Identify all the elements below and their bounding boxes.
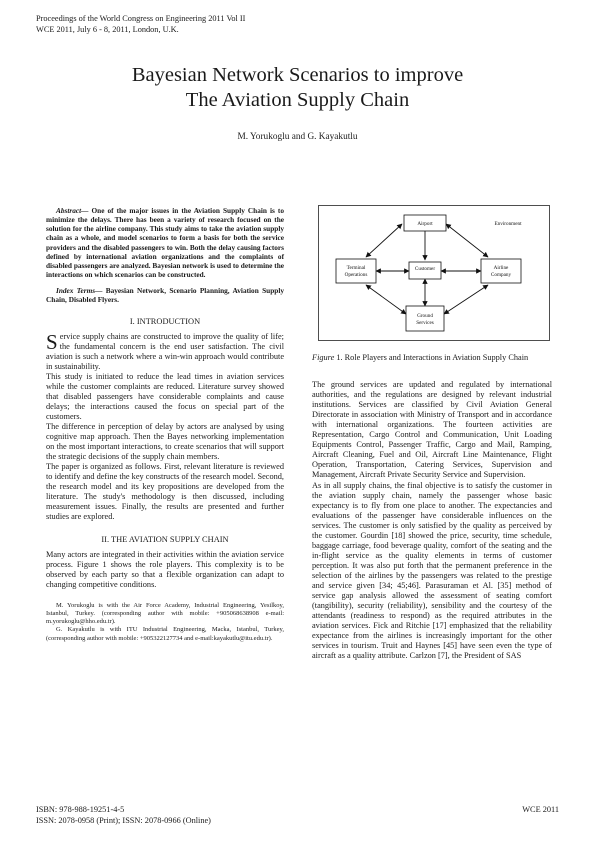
abstract-text: One of the major issues in the Aviation Supply Chain is to minimize the delays. There has been a variety of research focused on the solution for the airline company. This study aims to take the aviation supply chain as a whole, and model scenarios to form a basis for both the service providers and the disabled passengers to win. Both the delay causing factors defined by international aviation organizations and the complaints of disabled passengers are analyzed. Bayesian network is used to determine the interactions on which scenarios can be constructed. [46,206,284,280]
footer-issn: ISSN: 2078-0958 (Print); ISSN: 2078-0966 (Online) [36,816,211,825]
index-terms [46,286,284,304]
edge-airline-ground [444,285,488,314]
node-airline-label-2: Company [490,272,512,278]
edge-terminal-ground [366,285,406,314]
node-customer-label: Customer [414,266,436,272]
footnote-1: M. Yorukoglu is with the Air Force Academy, Industrial Engineering, Yesilkoy, Istanbul, Turkey. (corresponding author with mobile: +905068638908 e-mail: m.yorukoglu@hho.edu.tr). [46,601,284,626]
footer-isbn: ISBN: 978-988-19251-4-5 [36,805,125,814]
drop-cap: S [46,329,58,354]
abstract [46,206,284,279]
node-terminal-operations [336,259,376,283]
node-airport-label: Airport [417,221,433,227]
index-terms-label: Index Terms— [56,286,103,296]
title-line-1: Bayesian Network Scenarios to improve [131,64,464,86]
node-airline-label-1: Airline [493,265,509,271]
customer-quality-paragraph: As in all supply chains, the final objective is to satisfy the customer in the aviation supply chain, namely the passenger whose basic expectancy is to fly from one place to another. The expectancies and evaluations of the passenger have considerable influences on the services. The customer is only satisfied by the quality as perceived by the customer. Gourdin [18] showed the price, security, time schedule, baggage carriage, food beverage quality, comfort of the seating and the in-flight service as the quality elements in terms of customer perception. It was also put forth that the permanent preference in the selection of the airlines by the passengers was related to the prestige and service given [34; 45;46]. Parasuraman et Al. [35] method of service gap analysis allowed the assessment of seating comfort (tangibility), security (reliability), sensibility and the courtesy of the attendants (readiness to respond) as the required attributes in the aviation services. Fick and Ritchie [17] emphasized that the reliability expectance from the airlines is increasingly important for the other services in tourism. Truit and Haynes [45] have seen even the type of aircraft as a quality attribute. Carlzon [7], the President of SAS [312,480,552,661]
intro-paragraph-1-text: ervice supply chains are constructed to improve the quality of life; the fundamental concern is the end user satisfaction. The civil aviation is such a network where a win-win approach would contribute in sustainability. [46,331,284,371]
paper-title [0,63,595,113]
footer-isbn-block [36,804,211,826]
edge-airport-airline [446,224,488,257]
authors: M. Yorukoglu and G. Kayakutlu [237,132,358,142]
edge-airport-terminal [366,224,402,257]
ground-services-paragraph: The ground services are updated and regulated by international authorities, and the regulations are designed by relevant industrial institutions. Services are classified by Civil Aviation General Directorate in association with Ministry of Transport and in accordance with international organizations. The fourteen activities are Representation, Cargo Control and Communication, Unit Loading Equipments Control, Passenger Traffic, Cargo and Mail, Ramping, Aircraft Cleaning, Fuel and Oil, Aircraft Line Maintenance, Flight Operation, Transportation, Catering Services, Supervision and Management, Aircraft Private Security Service and Supervision. [312,380,552,480]
abstract-label: Abstract— [56,206,89,215]
figure-caption [312,353,552,363]
footnotes [46,602,284,643]
intro-paragraph-2: This study is initiated to reduce the lead times in aviation services while the customer complaints are reduced. Literature survey showed that disabled passengers have considerable complaints and cause delays; the interactions caused the focus on special part of the customers. [46,371,284,421]
proceedings-header [36,13,245,35]
section-2-heading: II. THE AVIATION SUPPLY CHAIN [101,534,229,544]
left-column [46,206,284,643]
footer-wce: WCE 2011 [522,805,559,814]
index-terms-text: Bayesian Network, Scenario Planning, Aviation Supply Chain, Disabled Flyers. [46,286,284,305]
figure-caption-label: Figure [312,353,335,362]
node-terminal-label-2: Operations [344,272,368,278]
node-terminal-label-1: Terminal [346,265,366,271]
aviation-paragraph-1: Many actors are integrated in their activities within the aviation service process. Figure 1 shows the role players. This complexity is to be observed by each party so that a flexible organization can adapt to changing competitive conditions. [46,549,284,589]
intro-paragraph-3: The difference in perception of delay by actors are analysed by using cognitive map approach. Then the Bayes networking implementation on the most important interactions, to create scenarios that will support the strategic decisions of the supply chain members. [46,422,284,462]
node-airline-company [481,259,521,283]
intro-paragraph-4: The paper is organized as follows. First, relevant literature is reviewed to identify and define the key constructs of the research model. Second, the research model and its key propositions are developed from the literature. The study's methodology is then discussed, including measurement issues. Finally, the results are presented and further studies are explored. [46,462,284,522]
node-ground-label-1: Ground [417,313,433,319]
header-line-2: WCE 2011, July 6 - 8, 2011, London, U.K. [36,25,179,34]
title-line-2: The Aviation Supply Chain [185,89,410,111]
node-ground-label-2: Services [416,320,434,326]
intro-paragraph-1 [46,329,284,372]
footnote-2: G. Kayakutlu is with ITU Industrial Engineering, Macka, Istanbul, Turkey, (corresponding author with mobile: +905322127734 and e-mail:kayakutlu@itu.edu.tr). [46,626,284,642]
figure-caption-text: 1. Role Players and Interactions in Aviation Supply Chain [334,353,529,362]
header-line-1: Proceedings of the World Congress on Engineering 2011 Vol II [36,14,246,23]
right-column [312,353,552,661]
section-1-heading: I. INTRODUCTION [129,316,201,326]
figure-role-players-diagram [318,205,550,341]
node-environment-label: Environment [494,221,522,227]
